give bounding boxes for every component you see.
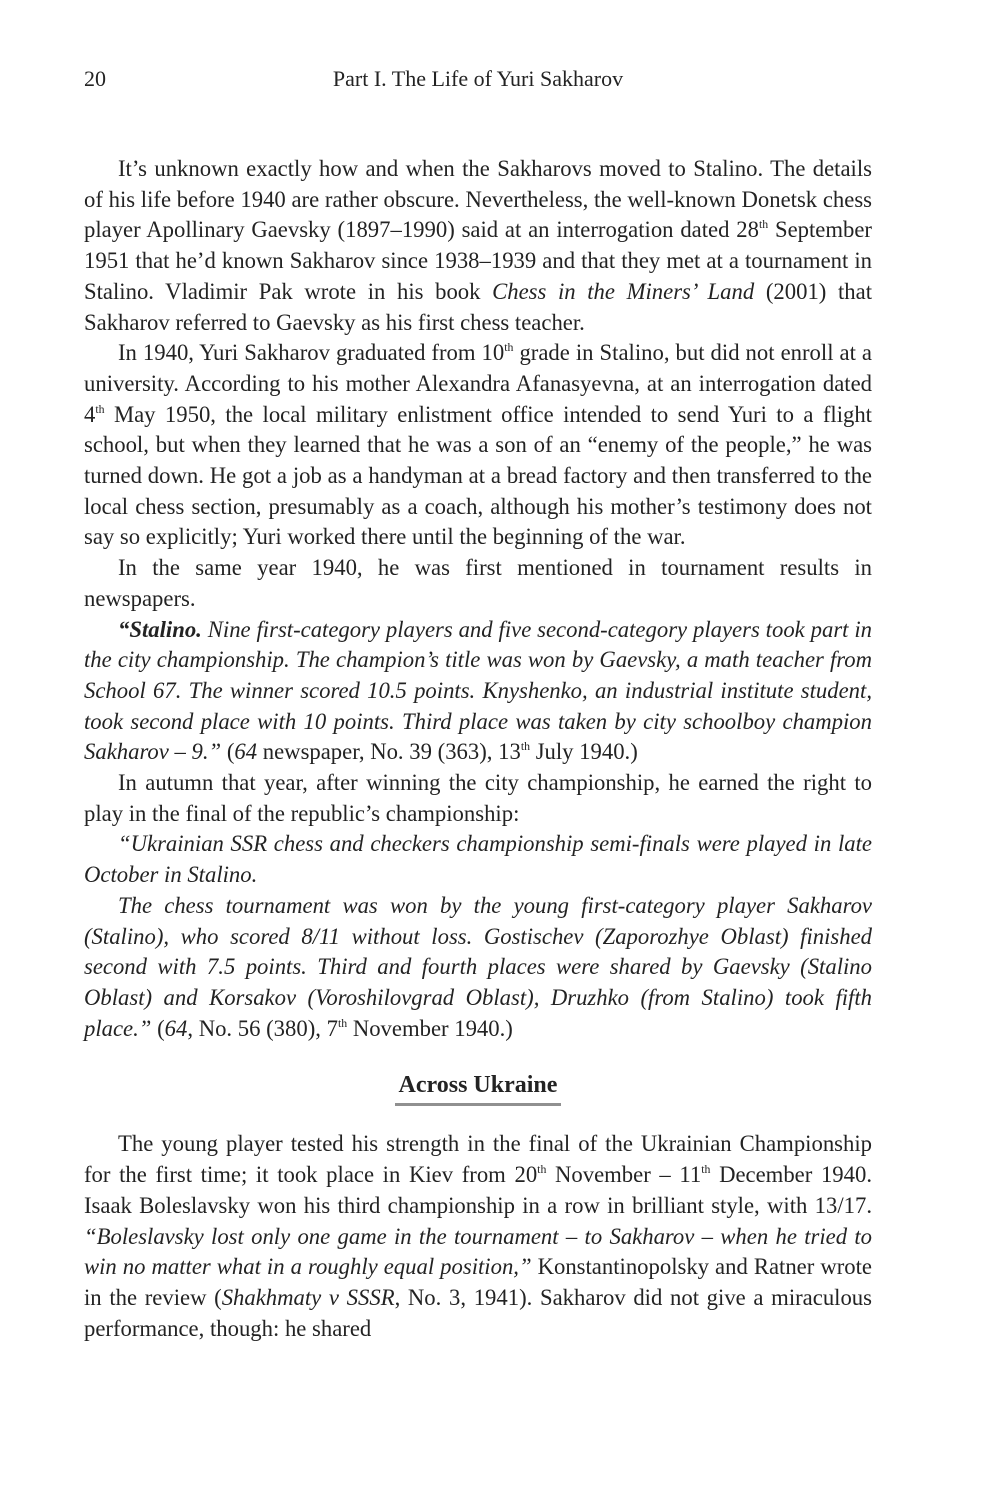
running-title: Part I. The Life of Yuri Sakharov — [332, 66, 624, 91]
paragraph: It’s unknown exactly how and when the Sakharovs moved to Stalino. The details of his life before 1940 are rather obscure. Nevertheless, the well-known Donetsk chess player Apollinary Gaevsky (1897–1990) said at an interrogation dated 28th September 1951 that he’d known Sakharov since 1938–1939 and that they met at a tournament in Stalino. Vladimir Pak wrote in his book Chess in the Miners’ Land (2001) that Sakharov referred to Gaevsky as his first chess teacher. — [84, 156, 873, 335]
page-number: 20 — [84, 66, 106, 91]
paragraph: In 1940, Yuri Sakharov graduated from 10th grade in Stalino, but did not enroll at a university. According to his mother Alexandra Afanasyevna, at an interrogation dated 4th May 1950, the local military enlistment office intended to send Yuri to a flight school, but when they learned that he was a son of an “enemy of the people,” he was turned down. He got a job as a handyman at a bread factory and then transferred to the local chess section, presumably as a coach, although his mother’s testimony does not say so explicitly; Yuri worked there until the beginning of the war. — [84, 340, 872, 550]
quote-text: The chess tournament was won by the young first-category player Sakharov (Stalino), who scored 8/11 without loss. Gostischev (Zaporozhye Oblast) finished second with 7.5 points. Third and fourth places were shared by Gaevsky (Stalino Oblast) and Korsakov (Voroshilovgrad Oblast), Druzhko (from Stalino) took fifth place.” — [84, 892, 872, 1041]
section-title: Across Ukraine — [395, 1069, 562, 1106]
quote-text: “Ukrainian SSR chess and checkers championship semi-finals were played in late October in Stalino. — [84, 831, 872, 888]
book-title: Chess in the Miners’ Land — [492, 278, 755, 304]
quoted-paragraph — [84, 829, 872, 890]
journal-name: Shakhmaty v SSSR — [221, 1284, 395, 1310]
page-header — [84, 66, 872, 100]
quote-lead: “Stalino. — [118, 616, 202, 642]
newspaper-name: 64 — [164, 1015, 188, 1041]
quoted-paragraph: The chess tournament was won by the young first-category player Sakharov (Stalino), who scored 8/11 without loss. Gostischev (Zaporozhye Oblast) finished second with 7.5 points. Third and fourth places were shared by Gaevsky (Stalino Oblast) and Korsakov (Voroshilovgrad Oblast), Druzhko (from Stalino) took fifth place.” (64, No. 56 (380), 7th November 1940.) — [84, 892, 872, 1041]
section-heading — [84, 1069, 872, 1106]
paragraph: In autumn that year, after winning the city championship, he earned the right to play in the final of the republic’s championship: — [84, 770, 872, 826]
paragraph: In the same year 1940, he was first mentioned in tournament results in newspapers. — [84, 555, 872, 611]
review-quote: “Boleslavsky lost only one game in the tournament – to Sakharov – when he tried to win no matter what in a roughly equal position,” — [84, 1223, 872, 1280]
newspaper-name: 64 — [234, 739, 258, 765]
body-text — [84, 154, 872, 1344]
quote-text: Nine first-category players and five second-category players took part in the city championship. The champion’s title was won by Gaevsky, a math teacher from School 67. The winner scored 10.5 points. Knyshenko, an industrial institute student, took second place with 10 points. Third place was taken by city schoolboy champion Sakharov – 9.” — [84, 616, 872, 765]
paragraph: The young player tested his strength in the final of the Ukrainian Championship for the first time; it took place in Kiev from 20th November – 11th December 1940. Isaak Boleslavsky won his third championship in a row in brilliant style, with 13/17. “Boleslavsky lost only one game in the tournament – to Sakharov – when he tried to win no matter what in a roughly equal position,” Konstantinopolsky and Ratner wrote in the review (Shakhmaty v SSSR, No. 3, 1941). Sakharov did not give a miraculous performance, though: he shared — [84, 1131, 872, 1341]
quoted-paragraph: “Stalino. Nine first-category players and five second-category players took part in the city championship. The champion’s title was won by Gaevsky, a math teacher from School 67. The winner scored 10.5 points. Knyshenko, an industrial institute student, took second place with 10 points. Third place was taken by city schoolboy champion Sakharov – 9.” (64 newspaper, No. 39 (363), 13th July 1940.) — [84, 616, 872, 765]
